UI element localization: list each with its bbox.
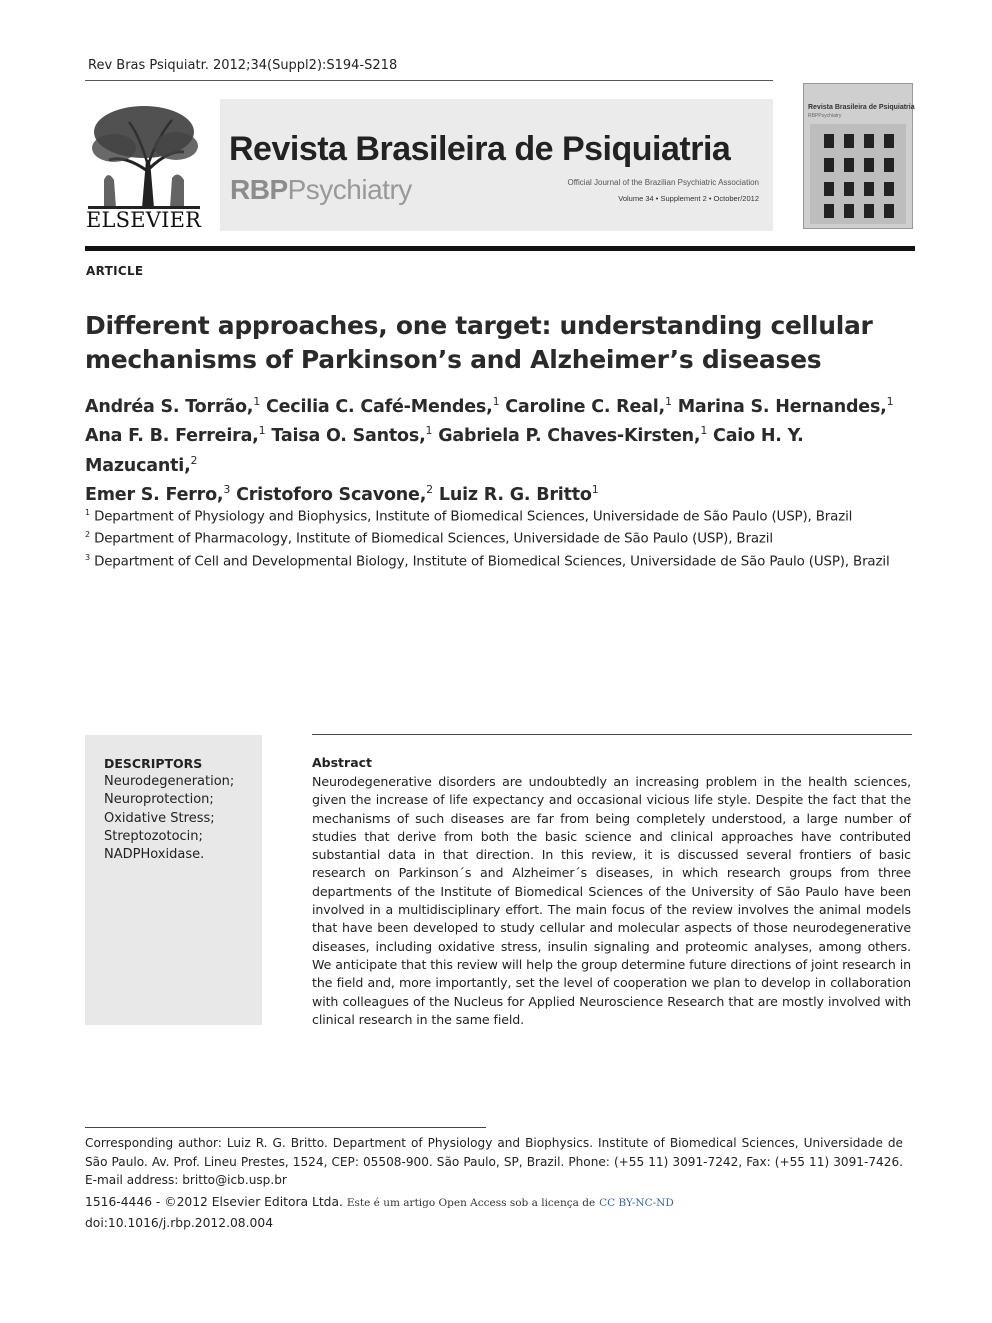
abstract-text: Neurodegenerative disorders are undoubtedly an increasing problem in the health sciences, given the increase of life expectancy and occasional vicious life style. Despite the fact that the mechanisms of such diseases are far from being completely understood, a large number of studies that derive from both the basic science and clinical approaches have contributed substantial data in that direction. In this review, it is discussed several frontiers of basic research on Parkinson´s and Alzheimer´s diseases, in which research groups from three departments of the Institute of Biomedical Sciences of the University of São Paulo have been involved in a multidisciplinary effort. The main focus of the review involves the animal models that have been developed to study cellular and molecular aspects of those neurodegenerative diseases, including oxidative stress, insulin signaling and proteomic analyses, among others. We anticipate that this review will help the group determine future directions of joint research in the field and, more importantly, set the level of cooperation we plan to develop in collaboration with colleagues of the Nucleus for Applied Neuroscience Research that are mostly involved with clinical research in the same field. [312,774,911,1027]
author-line-3: Emer S. Ferro,$^3$ Cristoforo Scavone,$^2$ Luiz R. G. Britto$^1$ [85,482,599,505]
author: Ana F. B. Ferreira, [85,426,259,447]
author: Cecilia C. Café-Mendes, [265,396,493,417]
author-list [85,390,915,507]
title-line-2: mechanisms of Parkinson’s and Alzheimer’s diseases [85,345,822,374]
license-text: Este é um artigo Open Access sob a licença de [346,1197,596,1209]
author: Luiz R. G. Britto [438,484,592,505]
issn-copyright [85,1195,674,1209]
journal-citation: Rev Bras Psiquiatr. 2012;34(Suppl2):S194-S218 [88,58,398,73]
author-line-2: Ana F. B. Ferreira,$^1$ Taisa O. Santos,$^1$ Gabriela P. Chaves-Kirsten,$^1$ Caio H. Y. Mazucanti,$^2$ [85,424,804,476]
publisher-name: ELSEVIER [86,208,202,232]
doi[interactable]: doi:10.1016/j.rbp.2012.08.004 [85,1216,274,1230]
article-title [85,309,905,377]
descriptor-item: Oxidative Stress; [104,810,215,826]
journal-title: Revista Brasileira de Psiquiatria [229,130,731,168]
journal-cover-thumbnail [803,83,913,229]
corresponding-author: Corresponding author: Luiz R. G. Britto. Department of Physiology and Biophysics. Institute of Biomedical Sciences, Universidade de São Paulo. Av. Prof. Lineu Prestes, 1524, CEP: 05508-900. São Paulo, SP, Brazil. Phone: (+55 11) 3091-7242, Fax: (+55 11) 3091-7426. E-mail address: britto@icb.usp.br [85,1136,903,1187]
descriptor-item: Neurodegeneration; [104,774,235,789]
author: Caroline C. Real, [505,396,665,417]
article-type-label: ARTICLE [86,264,144,278]
descriptors-heading: DESCRIPTORS [104,756,203,771]
journal-subtitle: RBPPsychiatry [230,174,412,205]
descriptor-item: Streptozotocin; [104,828,203,844]
issn-text: 1516-4446 - ©2012 Elsevier Editora Ltda. [85,1195,343,1209]
volume-info: Volume 34 • Supplement 2 • October/2012 [618,194,759,203]
affiliation-item: $^1$ Department of Physiology and Biophysics, Institute of Biomedical Sciences, Universidade de São Paulo (USP), Brazil [85,508,853,525]
abstract-heading: Abstract [312,755,373,770]
descriptors-list [104,773,234,864]
citation-divider [85,80,773,81]
affiliation-item: $^2$ Department of Pharmacology, Institute of Biomedical Sciences, Universidade de São Paulo (USP), Brazil [85,530,773,547]
author: Marina S. Hernandes, [677,396,887,417]
author: Gabriela P. Chaves-Kirsten, [438,426,701,447]
cover-artwork [810,124,906,224]
official-journal-note: Official Journal of the Brazilian Psychiatric Association [567,178,759,187]
descriptors-box [85,735,262,1025]
author: Andréa S. Torrão, [85,396,254,417]
author: Caio H. Y. Mazucanti, [85,426,804,476]
header-divider [85,246,915,251]
descriptor-item: NADPHoxidase. [104,847,205,863]
author: Emer S. Ferro, [85,484,224,505]
author: Taisa O. Santos, [271,426,426,447]
author: Cristoforo Scavone, [236,484,427,505]
author-line-1: Andréa S. Torrão,$^1$ Cecilia C. Café-Mendes,$^1$ Caroline C. Real,$^1$ Marina S. Hernandes,$^1$ [85,395,894,417]
license-link[interactable]: CC BY-NC-ND [599,1197,674,1209]
affiliations [85,504,915,571]
abstract-divider [312,734,912,735]
cover-subtitle: RBPPsychiatry [808,113,842,119]
cover-title: Revista Brasileira de Psiquiatria [808,104,915,111]
footnote-divider [85,1127,486,1128]
affiliation-item: $^3$ Department of Cell and Developmental Biology, Institute of Biomedical Sciences, Universidade de São Paulo (USP), Brazil [85,552,890,570]
title-line-1: Different approaches, one target: understanding cellular [85,311,873,340]
descriptor-item: Neuroprotection; [104,792,214,808]
